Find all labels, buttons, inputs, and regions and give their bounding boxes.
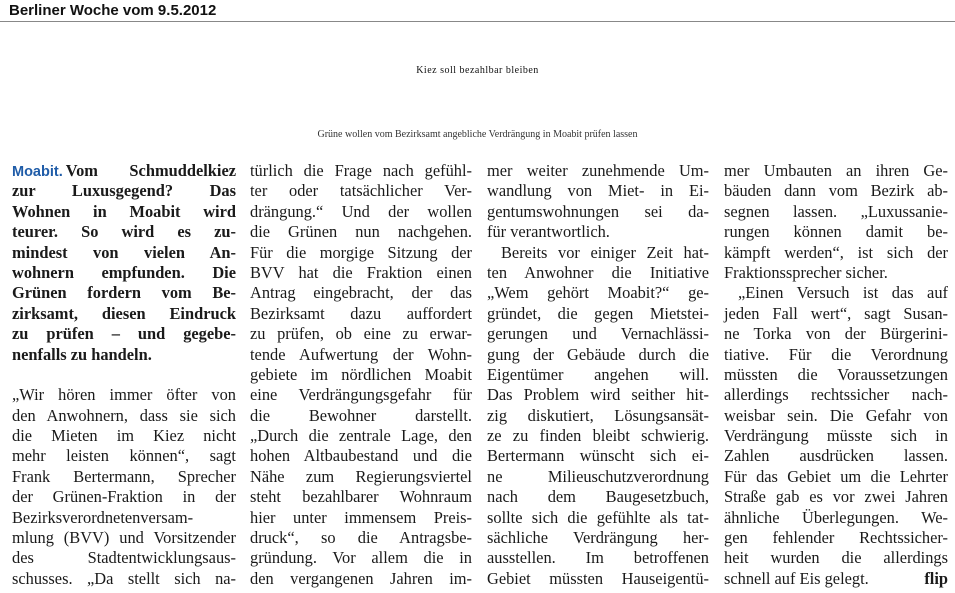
text-line: Bertermann wünscht sich ei- [487, 446, 709, 466]
article-column-3 [487, 161, 709, 589]
lead-line [12, 161, 236, 181]
text-line: türlich die Frage nach gefühl- [250, 161, 472, 180]
text-line: bäuden dann vom Bezirk ab- [724, 181, 948, 201]
text-line: Gebiet müssten Hauseigentü- [487, 568, 709, 588]
text-line: wandlung von Miet- in Ei- [487, 181, 709, 201]
text-line: BVV hat die Fraktion einen [250, 262, 472, 282]
text-line: Für die morgige Sitzung der [250, 242, 472, 262]
text-line: gründung. Vor allem die in [250, 548, 472, 568]
text-line: gerungen und Vernachlässi- [487, 324, 709, 344]
text-line: rungen können damit be- [724, 222, 948, 242]
text-line: steht bezahlbarer Wohnraum [250, 487, 472, 507]
text-line-end: schnell auf Eis gelegt. [724, 568, 869, 588]
lead-line: zirksamt, diesen Eindruck [12, 303, 236, 323]
text-line: des Stadtentwicklungsaus- [12, 548, 236, 568]
lead-line: nenfalls zu handeln. [12, 344, 152, 364]
text-line: ne Milieuschutzverordnung [487, 466, 709, 486]
text-line: mlung (BVV) und Vorsitzender [12, 528, 236, 548]
text-line: mehr leisten können“, sagt [12, 446, 236, 466]
text-line: nach dem Baugesetzbuch, [487, 487, 709, 507]
text-line: mer weiter zunehmende Um- [487, 161, 709, 180]
text-line: der Grünen-Fraktion in der [12, 487, 236, 507]
text-line: weisbar sein. Die Gefahr von [724, 405, 948, 425]
text-line: drängung.“ Und der wollen [250, 201, 472, 221]
text-line: Verdrängung müsste sich in [724, 426, 948, 446]
lead-line: teurer. So wird es zu- [12, 222, 236, 242]
text-line: Zahlen ausdrücken lassen. [724, 446, 948, 466]
lead-line: zu prüfen – und gegebe- [12, 324, 236, 344]
paragraph-gap [12, 365, 236, 385]
text-line: kämpft werden“, ist sich der [724, 242, 948, 262]
article-column-4 [724, 161, 948, 589]
text-line: „Einen Versuch ist das auf [738, 283, 948, 303]
text-line: gebiete im nördlichen Moabit [250, 364, 472, 384]
text-line: für verantwortlich. [487, 222, 610, 242]
last-text-line [724, 569, 948, 589]
text-line: Eigentümer angehen will. [487, 364, 709, 384]
text-line: den vergangenen Jahren im- [250, 568, 472, 588]
lead-line: mindest von vielen An- [12, 242, 236, 262]
text-line: allerdings rechtssicher nach- [724, 385, 948, 405]
text-line: mer Umbauten an ihren Ge- [724, 161, 948, 180]
lead-line: wohnern empfunden. Die [12, 262, 236, 282]
text-line: die Grünen nun nachgehen. [250, 222, 472, 242]
headline: Kiez soll bezahlbar bleiben [416, 65, 539, 76]
text-line: Antrag eingebracht, der das [250, 283, 472, 303]
text-line: sächliche Verdrängung her- [487, 528, 709, 548]
text-line: sollte sich die gefühlte als tat- [487, 507, 709, 527]
text-line: jeden Fall wert“, sagt Susan- [724, 303, 948, 323]
article-column-2 [250, 161, 472, 589]
text-line: Frank Bertermann, Sprecher [12, 466, 236, 486]
text-line: Bereits vor einiger Zeit hat- [501, 242, 709, 262]
subheadline: Grüne wollen vom Bezirksamt angebliche Verdrängung in Moabit prüfen lassen [317, 129, 638, 140]
text-line: gründet, die gegen Mietstei- [487, 303, 709, 323]
text-line: segnen lassen. „Luxussanie- [724, 201, 948, 221]
text-line: hier unter immensem Preis- [250, 507, 472, 527]
text-line: Für das Gebiet um die Lehrter [724, 466, 948, 486]
text-line: gentumswohnungen sei da- [487, 201, 709, 221]
text-line: „Durch die zentrale Lage, den [250, 426, 472, 446]
text-line: Straße gab es vor zwei Jahren [724, 487, 948, 507]
text-line: die Mieten im Kiez nicht [12, 426, 236, 446]
text-line: den Anwohnern, dass sie sich [12, 405, 236, 425]
text-line: ähnliche Überlegungen. We- [724, 507, 948, 527]
article-column-1 [12, 161, 236, 589]
text-line: tiative. Für die Verordnung [724, 344, 948, 364]
text-line: ne Torka von der Bürgerini- [724, 324, 948, 344]
lead-line-text: Vom Schmuddelkiez [65, 161, 236, 180]
text-line: ze zu finden bleibt schwierig. [487, 426, 709, 446]
text-line: druck“, so die Antragsbe- [250, 528, 472, 548]
lead-paragraph [12, 161, 236, 365]
text-line: ter oder tatsächlicher Ver- [250, 181, 472, 201]
text-line: Nähe zum Regierungsviertel [250, 466, 472, 486]
text-line: eine Verdrängungsgefahr für [250, 385, 472, 405]
author-tag: flip [924, 568, 948, 588]
text-line: zig diskutiert, Lösungsansät- [487, 405, 709, 425]
text-line: hohen Altbaubestand und die [250, 446, 472, 466]
source-line: Berliner Woche vom 9.5.2012 [9, 2, 217, 19]
header-rule [0, 21, 955, 22]
lead-line: zur Luxusgegend? Das [12, 181, 236, 201]
text-line: Das Problem wird seither hit- [487, 385, 709, 405]
body-paragraph [12, 385, 236, 589]
text-line: Fraktionssprecher sicher. [724, 262, 888, 282]
text-line: Bezirksamt dazu auffordert [250, 303, 472, 323]
text-line: schusses. „Da stellt sich na- [12, 568, 236, 588]
text-line: die Bewohner darstellt. [250, 405, 472, 425]
text-line: heit wurden die allerdings [724, 548, 948, 568]
text-line: gen fehlender Rechtssicher- [724, 528, 948, 548]
text-line: zu prüfen, ob eine zu erwar- [250, 324, 472, 344]
text-line: „Wir hören immer öfter von [12, 385, 236, 405]
text-line: ten Anwohner die Initiative [487, 262, 709, 282]
text-line: Bezirksverordnetenversam- [12, 507, 194, 527]
text-line: gung der Gebäude durch die [487, 344, 709, 364]
text-line: „Wem gehört Moabit?“ ge- [487, 283, 709, 303]
location-tag: Moabit. [12, 164, 63, 180]
lead-line: Wohnen in Moabit wird [12, 201, 236, 221]
text-line: tende Aufwertung der Wohn- [250, 344, 472, 364]
text-line: ausstellen. Im betroffenen [487, 548, 709, 568]
text-line: müssten die Voraussetzungen [724, 364, 948, 384]
lead-line: Grünen fordern vom Be- [12, 283, 236, 303]
